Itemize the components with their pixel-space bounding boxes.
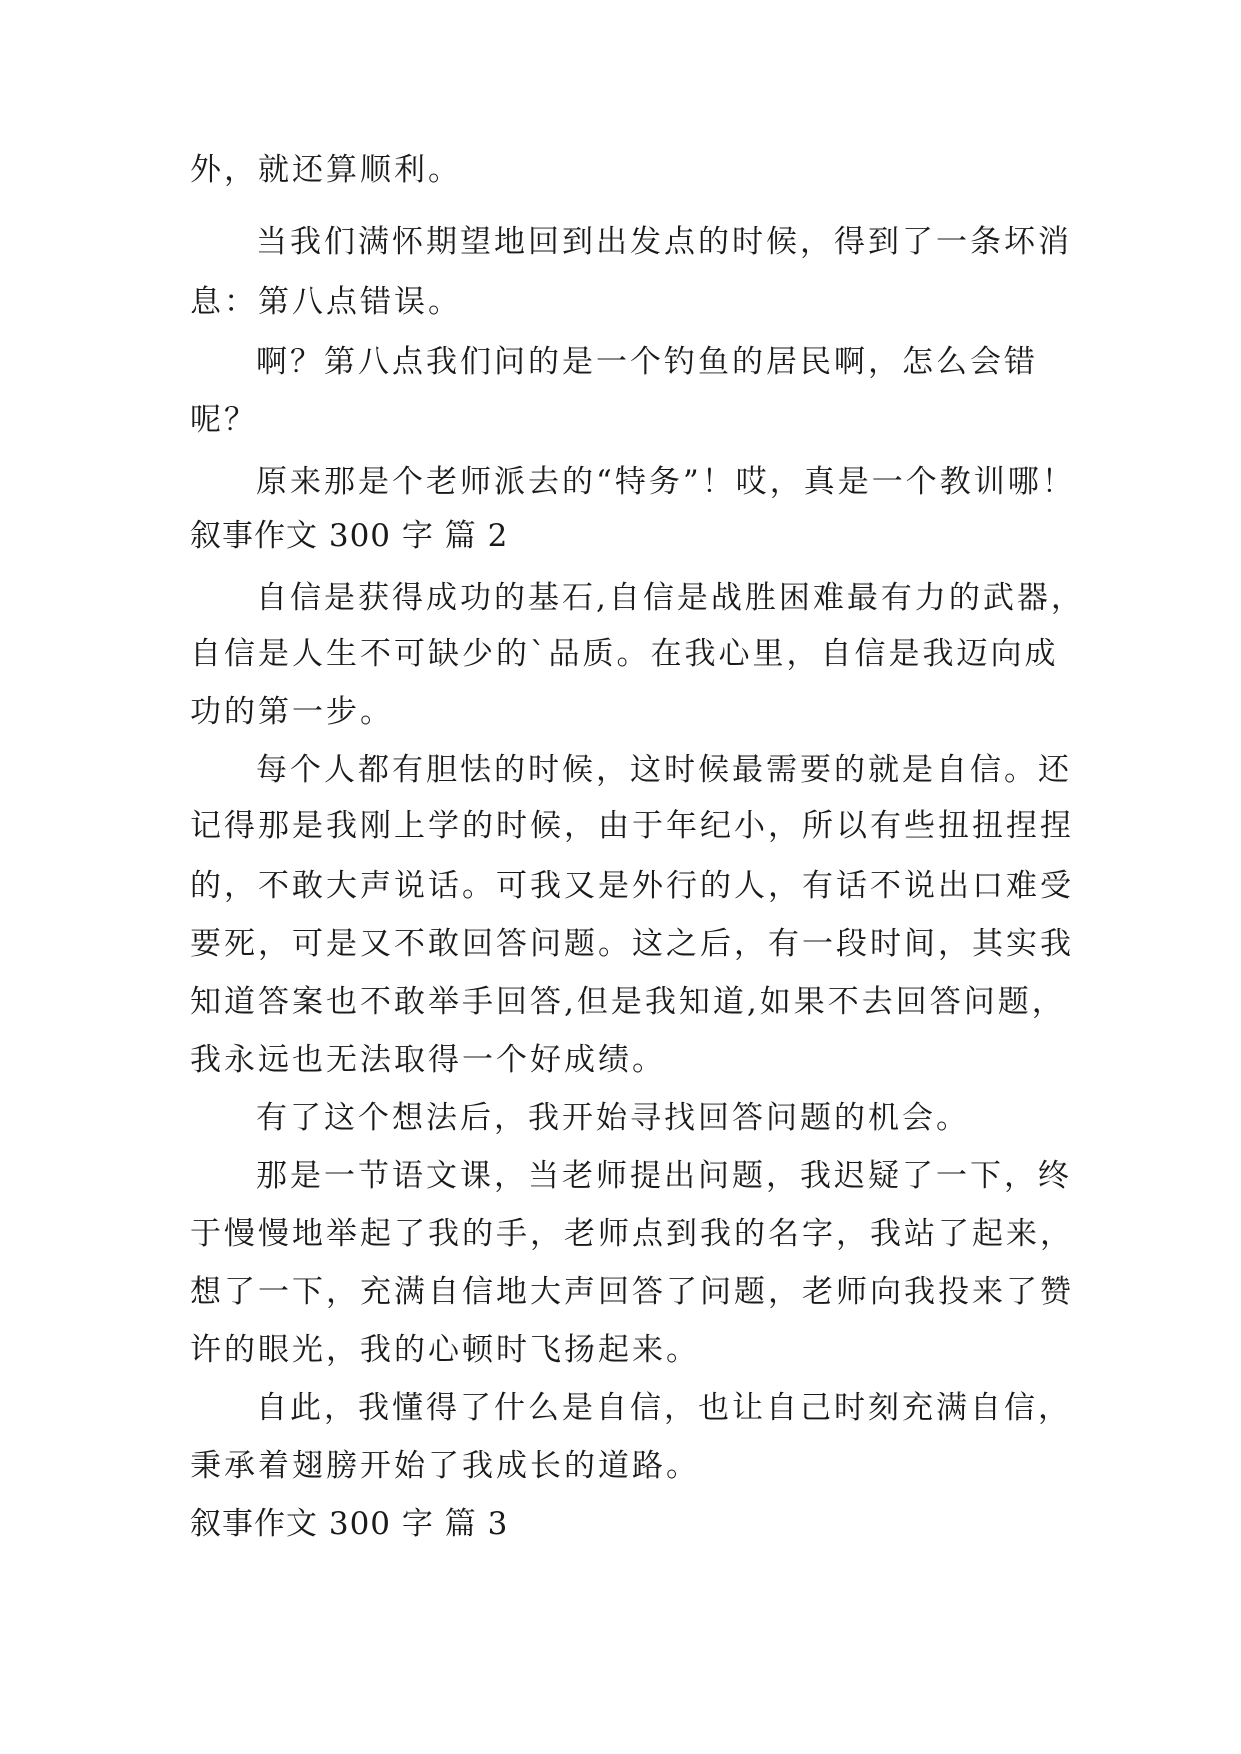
text-line: 自此，我懂得了什么是自信，也让自己时刻充满自信， <box>256 1390 1072 1426</box>
text-line: 要死，可是又不敢回答问题。这之后，有一段时间，其实我 <box>190 926 1074 962</box>
text-line: 原来那是个老师派去的“特务”！哎，真是一个教训哪！ <box>256 464 1076 500</box>
text-line: 我永远也无法取得一个好成绩。 <box>190 1042 666 1078</box>
text-line: 啊？第八点我们问的是一个钓鱼的居民啊，怎么会错 <box>256 344 1038 380</box>
section-heading: 叙事作文 300 字 篇 3 <box>190 1506 509 1542</box>
section-heading: 叙事作文 300 字 篇 2 <box>190 518 509 554</box>
text-line: 知道答案也不敢举手回答,但是我知道,如果不去回答问题， <box>190 984 1066 1020</box>
text-line: 秉承着翅膀开始了我成长的道路。 <box>190 1448 700 1484</box>
text-line: 息：第八点错误。 <box>190 284 462 320</box>
text-line: 当我们满怀期望地回到出发点的时候，得到了一条坏消 <box>256 224 1072 260</box>
text-line: 有了这个想法后，我开始寻找回答问题的机会。 <box>256 1100 970 1136</box>
text-line: 自信是获得成功的基石,自信是战胜困难最有力的武器， <box>256 580 1085 616</box>
text-line: 每个人都有胆怯的时候，这时候最需要的就是自信。还 <box>256 752 1072 788</box>
text-line: 那是一节语文课，当老师提出问题，我迟疑了一下，终 <box>256 1158 1072 1194</box>
text-line: 自信是人生不可缺少的`品质。在我心里，自信是我迈向成 <box>190 636 1059 672</box>
text-line: 想了一下，充满自信地大声回答了问题，老师向我投来了赞 <box>190 1274 1074 1310</box>
text-line: 许的眼光，我的心顿时飞扬起来。 <box>190 1332 700 1368</box>
text-line: 的，不敢大声说话。可我又是外行的人，有话不说出口难受 <box>190 868 1074 904</box>
text-line: 呢？ <box>190 402 258 438</box>
text-line: 记得那是我刚上学的时候，由于年纪小，所以有些扭扭捏捏 <box>190 808 1074 844</box>
text-line: 于慢慢地举起了我的手，老师点到我的名字，我站了起来， <box>190 1216 1074 1252</box>
text-line: 外，就还算顺利。 <box>190 152 462 188</box>
text-line: 功的第一步。 <box>190 694 394 730</box>
